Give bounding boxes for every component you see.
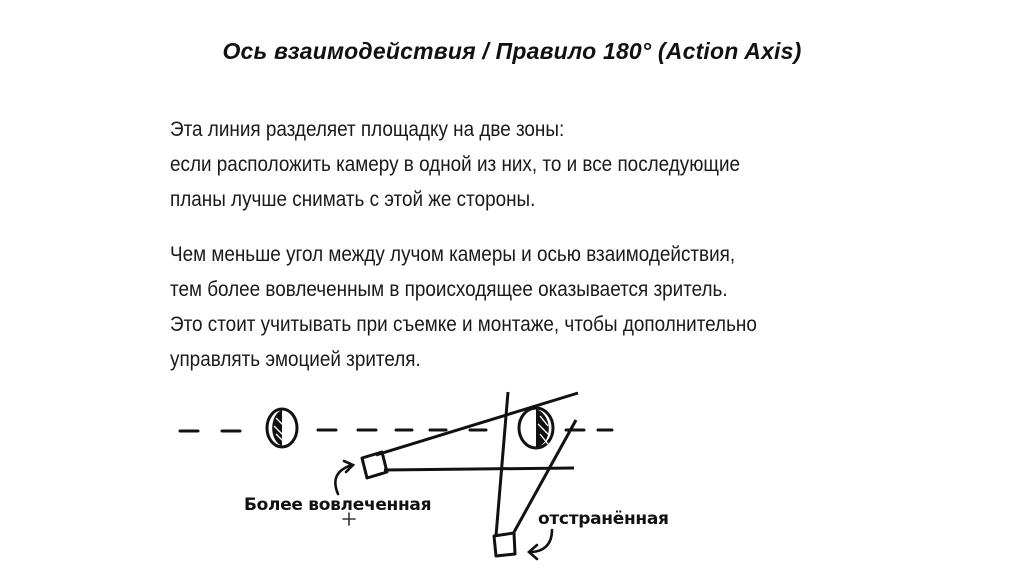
slide-title: Ось взаимодействия / Правило 180° (Action Axis) [222, 38, 802, 64]
paragraph-angle [170, 237, 818, 377]
person-head-icon [519, 408, 553, 448]
paragraph-line: Это стоит учитывать при съемке и монтаже, чтобы дополнительно [170, 313, 757, 336]
paragraph-line: Чем меньше угол между лучом камеры и осью взаимодействия, [170, 243, 736, 266]
paragraph-line: планы лучше снимать с этой же стороны. [170, 188, 536, 211]
label-more-involved: Более вовлеченная [244, 495, 432, 515]
paragraph-line: управлять эмоцией зрителя. [170, 348, 421, 371]
paragraph-line: Эта линия разделяет площадку на две зоны: [170, 118, 565, 141]
person-head-icon [267, 409, 297, 447]
paragraph-line: тем более вовлеченным в происходящее оказывается зритель. [170, 278, 728, 301]
label-detached: отстранённая [538, 509, 669, 529]
arrow-icon [335, 461, 353, 494]
action-axis-diagram [0, 380, 1024, 574]
paragraph-zones [170, 112, 818, 217]
paragraph-line: если расположить камеру в одной из них, то и все последующие [170, 153, 741, 176]
arrow-icon [529, 530, 552, 559]
